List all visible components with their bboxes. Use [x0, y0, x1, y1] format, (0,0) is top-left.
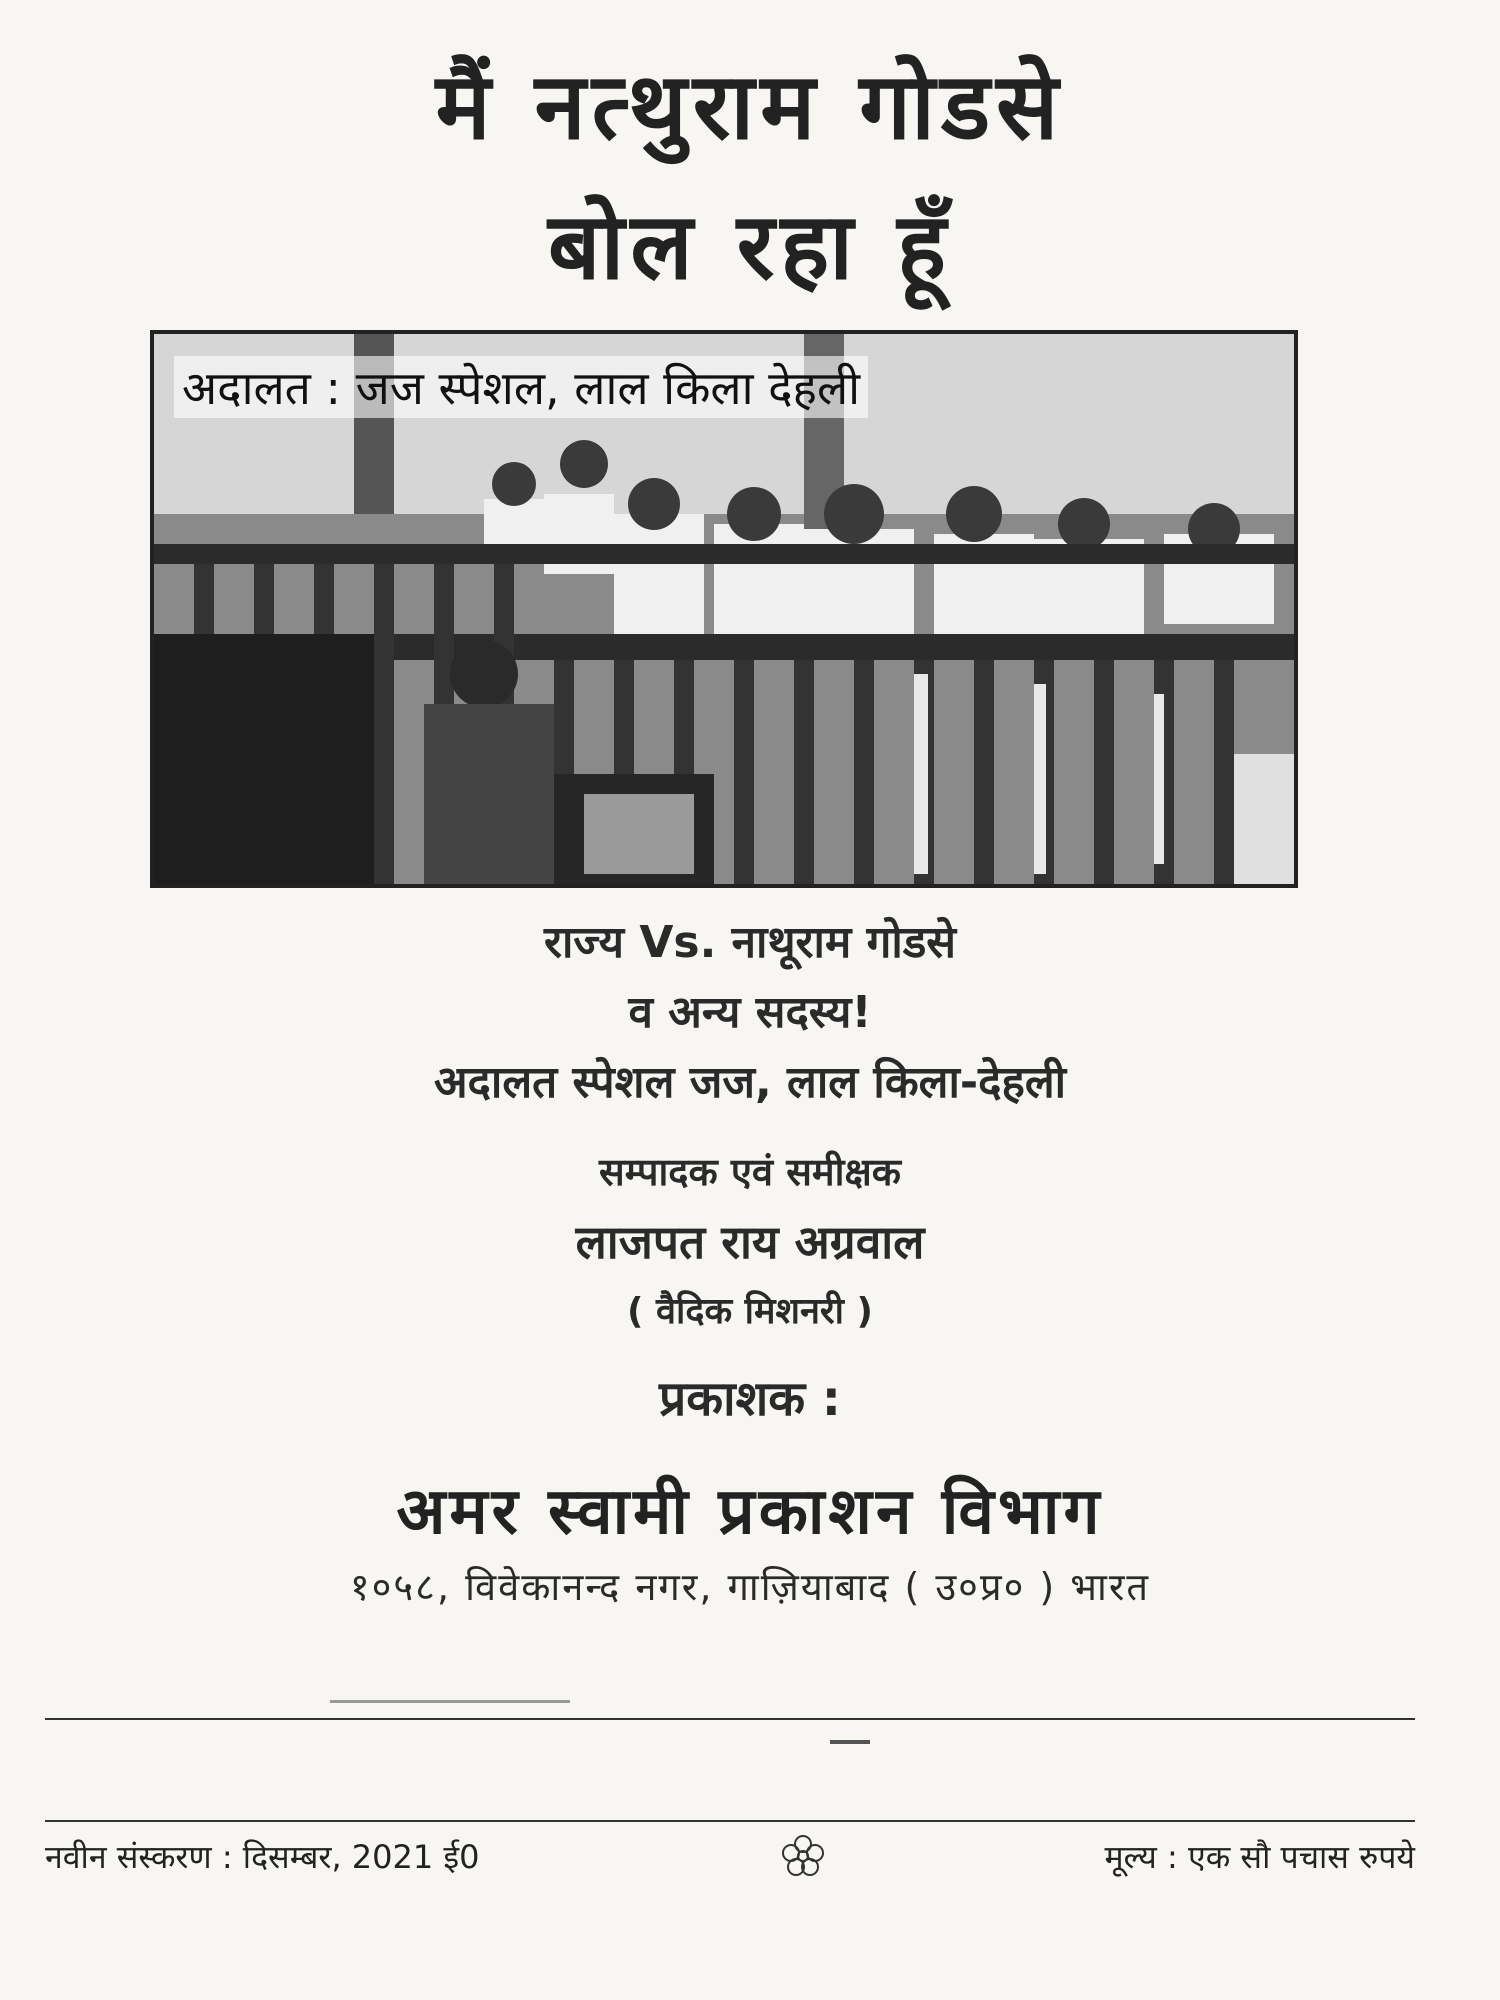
case-court-line: अदालत स्पेशल जज, लाल किला-देहली [433, 1057, 1067, 1108]
flower-ornament-icon [780, 1833, 826, 1887]
photo-caption: अदालत : जज स्पेशल, लाल किला देहली [174, 356, 868, 418]
editor-name: लाजपत राय अग्रवाल [575, 1215, 925, 1269]
price-info: मूल्य : एक सौ पचास रुपये [1104, 1838, 1415, 1876]
book-title-line-2: बोल रहा हूँ [548, 193, 952, 300]
publisher-name: अमर स्वामी प्रकाशन विभाग [396, 1475, 1104, 1549]
divider-rule [45, 1718, 1415, 1720]
faint-mark [330, 1700, 570, 1703]
footer [45, 1835, 1415, 1885]
divider-rule [45, 1820, 1415, 1822]
case-title-line-2: व अन्य सदस्य! [628, 987, 872, 1038]
editor-role: ( वैदिक मिशनरी ) [627, 1291, 873, 1332]
courtroom-photo [150, 330, 1298, 888]
faint-mark [830, 1740, 870, 1744]
publisher-address: १०५८, विवेकानन्द नगर, गाज़ियाबाद ( उ०प्र० ) भारत [349, 1565, 1151, 1609]
edition-info: नवीन संस्करण : दिसम्बर, 2021 ई0 [45, 1838, 480, 1876]
editor-label: सम्पादक एवं समीक्षक [599, 1150, 901, 1194]
book-title-line-1: मैं नत्थुराम गोडसे [435, 53, 1065, 160]
publisher-label: प्रकाशक : [658, 1371, 842, 1427]
case-title-line-1: राज्य Vs. नाथूराम गोडसे [543, 917, 957, 968]
